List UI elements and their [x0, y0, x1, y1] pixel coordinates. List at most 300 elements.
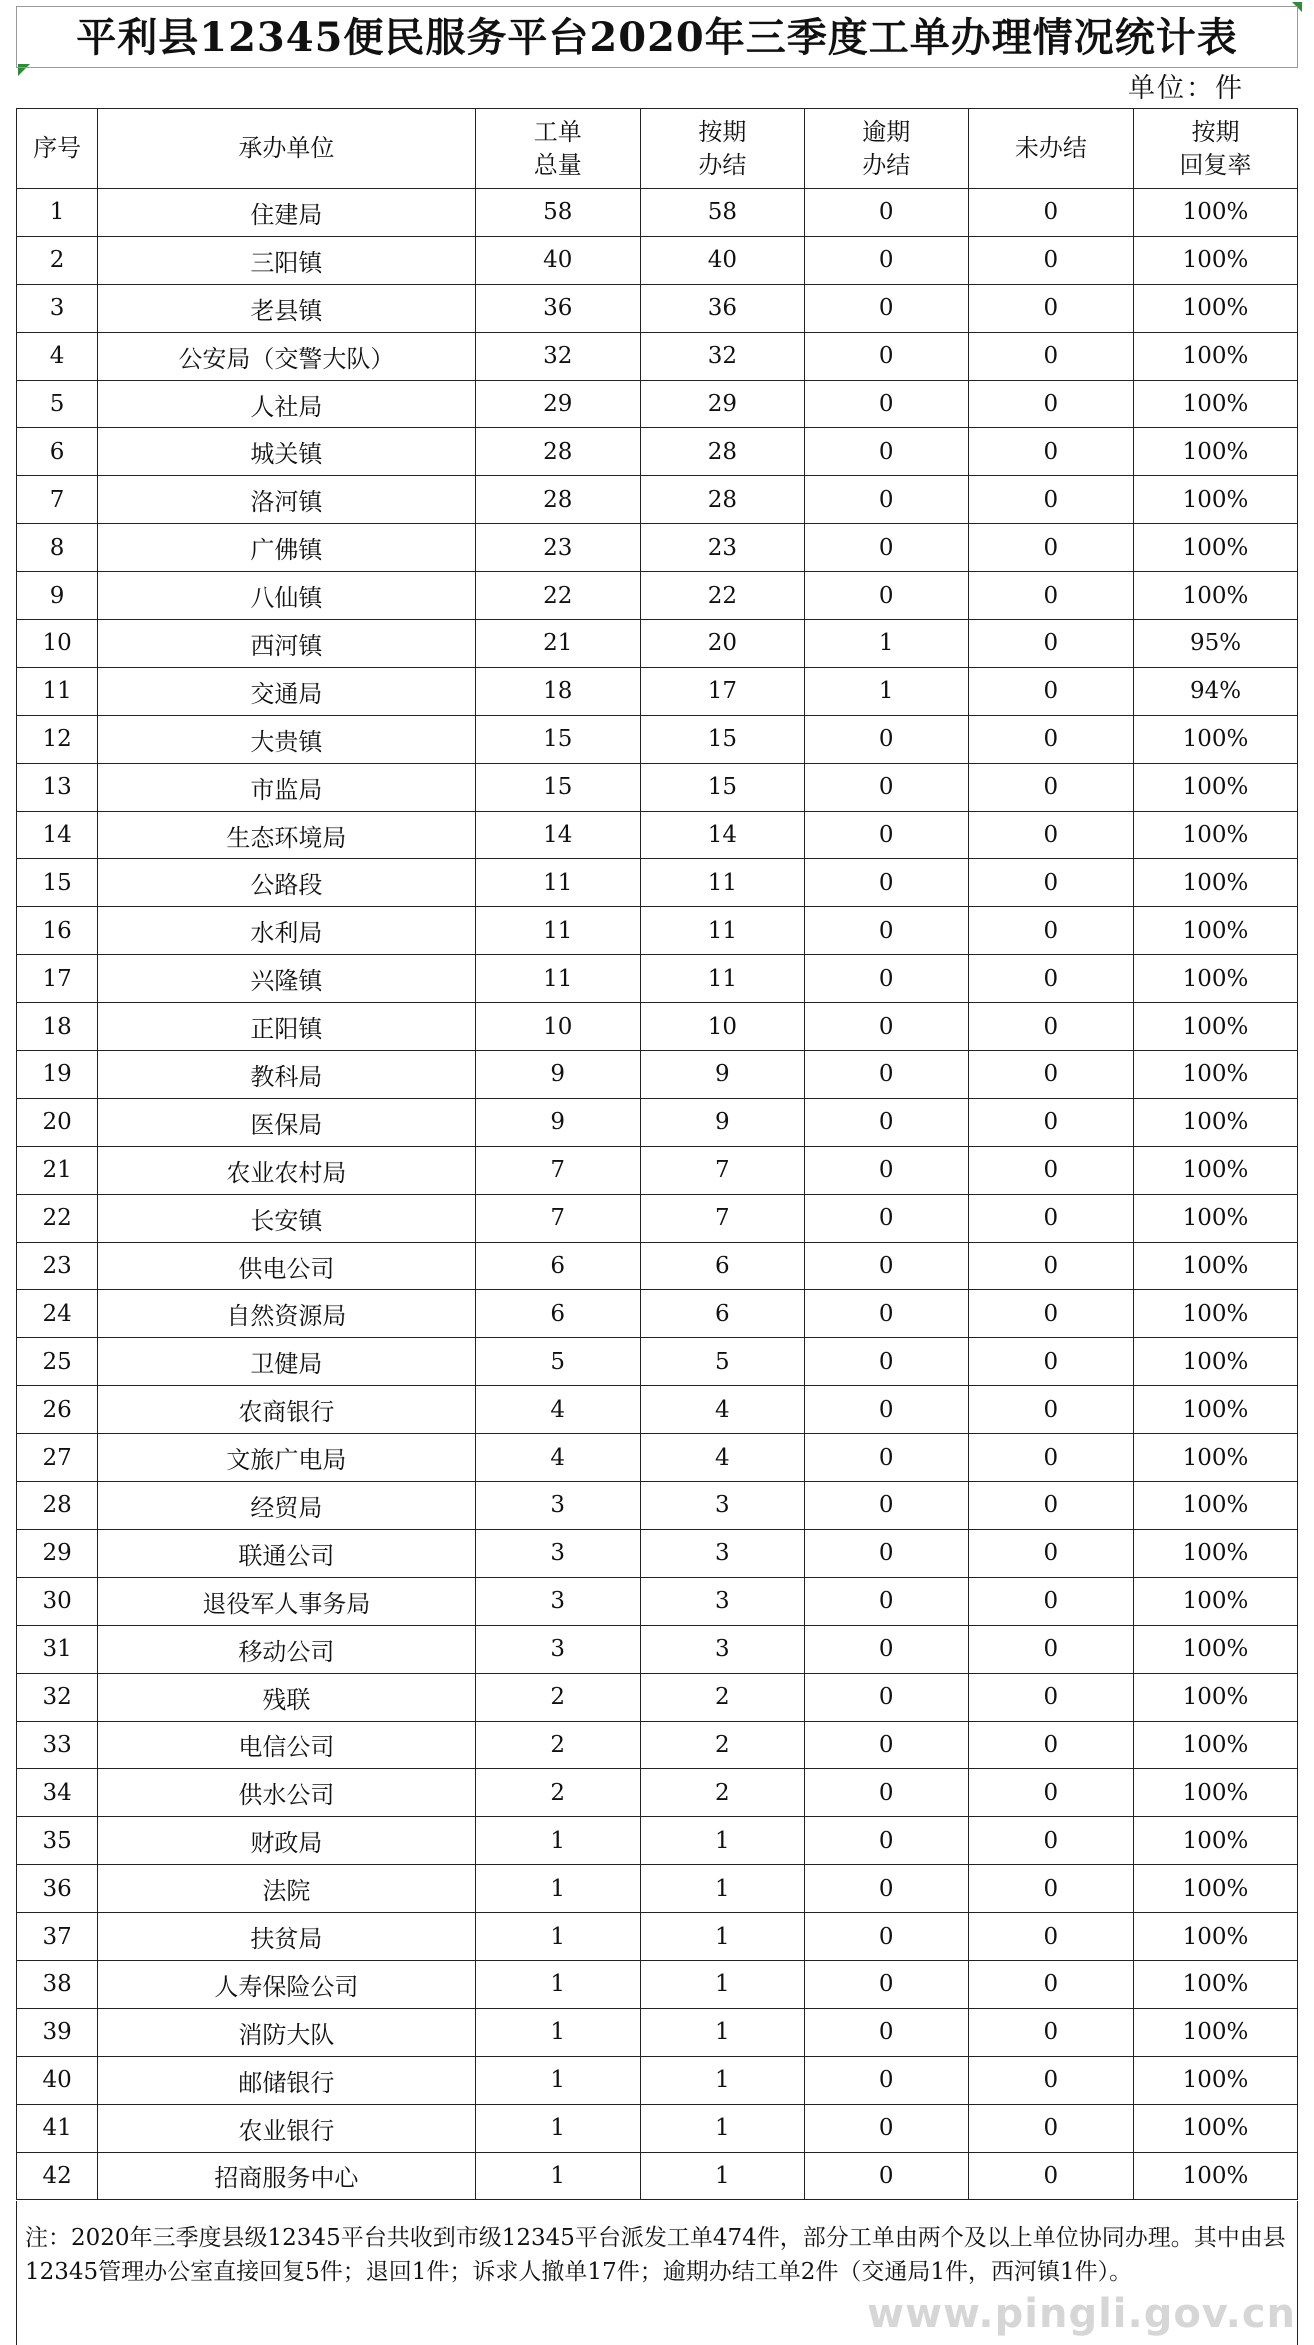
cell-pending: 0	[968, 1913, 1133, 1961]
cell-seq: 22	[17, 1194, 98, 1242]
cell-overdue: 0	[804, 955, 968, 1003]
cell-rate: 100%	[1134, 1577, 1298, 1625]
cell-unit: 城关镇	[98, 428, 475, 476]
cell-seq: 27	[17, 1434, 98, 1482]
cell-ontime: 9	[640, 1051, 804, 1099]
cell-unit: 长安镇	[98, 1194, 475, 1242]
cell-total: 9	[475, 1098, 640, 1146]
cell-total: 23	[475, 524, 640, 572]
table-row	[17, 667, 1298, 715]
cell-seq: 25	[17, 1338, 98, 1386]
cell-seq: 4	[17, 332, 98, 380]
cell-seq: 15	[17, 859, 98, 907]
cell-unit: 卫健局	[98, 1338, 475, 1386]
cell-ontime: 7	[640, 1194, 804, 1242]
cell-rate: 100%	[1134, 2008, 1298, 2056]
cell-ontime: 1	[640, 1960, 804, 2008]
cell-ontime: 36	[640, 284, 804, 332]
cell-pending: 0	[968, 572, 1133, 620]
cell-rate: 100%	[1134, 1482, 1298, 1530]
cell-pending: 0	[968, 428, 1133, 476]
cell-seq: 32	[17, 1673, 98, 1721]
cell-unit: 正阳镇	[98, 1003, 475, 1051]
cell-seq: 17	[17, 955, 98, 1003]
cell-ontime: 4	[640, 1434, 804, 1482]
cell-total: 1	[475, 1960, 640, 2008]
cell-ontime: 32	[640, 332, 804, 380]
cell-ontime: 4	[640, 1386, 804, 1434]
cell-seq: 10	[17, 620, 98, 668]
cell-ontime: 9	[640, 1098, 804, 1146]
cell-ontime: 2	[640, 1721, 804, 1769]
cell-total: 1	[475, 2104, 640, 2152]
unit-label: 单位：件	[1128, 73, 1244, 104]
cell-overdue: 0	[804, 189, 968, 237]
table-row	[17, 1673, 1298, 1721]
header-rate: 按期 回复率	[1134, 109, 1298, 189]
cell-seq: 21	[17, 1146, 98, 1194]
footnote: 注：2020年三季度县级12345平台共收到市级12345平台派发工单474件，部分工单由两个及以上单位协同办理。其中由县12345管理办公室直接回复5件；退回1件；诉求人撤单17件；逾期办结工单2件（交通局1件，西河镇1件）。	[16, 2201, 1298, 2345]
table-row	[17, 1338, 1298, 1386]
cell-overdue: 0	[804, 2104, 968, 2152]
cell-overdue: 0	[804, 1482, 968, 1530]
table-row	[17, 955, 1298, 1003]
table-row	[17, 715, 1298, 763]
cell-seq: 35	[17, 1817, 98, 1865]
cell-overdue: 0	[804, 1960, 968, 2008]
cell-rate: 95%	[1134, 620, 1298, 668]
cell-rate: 100%	[1134, 236, 1298, 284]
cell-unit: 农业农村局	[98, 1146, 475, 1194]
cell-seq: 3	[17, 284, 98, 332]
cell-total: 11	[475, 859, 640, 907]
cell-unit: 广佛镇	[98, 524, 475, 572]
cell-unit: 退役军人事务局	[98, 1577, 475, 1625]
cell-total: 10	[475, 1003, 640, 1051]
cell-ontime: 15	[640, 763, 804, 811]
cell-pending: 0	[968, 667, 1133, 715]
cell-rate: 100%	[1134, 189, 1298, 237]
cell-rate: 100%	[1134, 572, 1298, 620]
cell-pending: 0	[968, 332, 1133, 380]
cell-pending: 0	[968, 1865, 1133, 1913]
header-ontime: 按期 办结	[640, 109, 804, 189]
cell-ontime: 1	[640, 1865, 804, 1913]
cell-unit: 招商服务中心	[98, 2152, 475, 2200]
cell-pending: 0	[968, 2056, 1133, 2104]
cell-overdue: 0	[804, 572, 968, 620]
cell-ontime: 7	[640, 1146, 804, 1194]
cell-overdue: 0	[804, 1625, 968, 1673]
cell-rate: 100%	[1134, 2056, 1298, 2104]
cell-unit: 残联	[98, 1673, 475, 1721]
cell-overdue: 0	[804, 380, 968, 428]
cell-pending: 0	[968, 2008, 1133, 2056]
cell-ontime: 6	[640, 1290, 804, 1338]
cell-ontime: 20	[640, 620, 804, 668]
cell-unit: 文旅广电局	[98, 1434, 475, 1482]
cell-overdue: 0	[804, 859, 968, 907]
table-row	[17, 428, 1298, 476]
cell-unit: 兴隆镇	[98, 955, 475, 1003]
cell-unit: 扶贫局	[98, 1913, 475, 1961]
cell-rate: 100%	[1134, 955, 1298, 1003]
cell-pending: 0	[968, 1529, 1133, 1577]
cell-rate: 100%	[1134, 1242, 1298, 1290]
header-pending: 未办结	[968, 109, 1133, 189]
cell-pending: 0	[968, 811, 1133, 859]
cell-unit: 大贵镇	[98, 715, 475, 763]
table-row	[17, 1434, 1298, 1482]
cell-rate: 100%	[1134, 1865, 1298, 1913]
cell-pending: 0	[968, 284, 1133, 332]
table-header-row	[17, 109, 1298, 189]
table-row	[17, 189, 1298, 237]
cell-unit: 法院	[98, 1865, 475, 1913]
cell-pending: 0	[968, 620, 1133, 668]
table-row	[17, 572, 1298, 620]
cell-seq: 42	[17, 2152, 98, 2200]
cell-total: 2	[475, 1769, 640, 1817]
cell-pending: 0	[968, 1577, 1133, 1625]
cell-seq: 6	[17, 428, 98, 476]
cell-seq: 36	[17, 1865, 98, 1913]
cell-unit: 住建局	[98, 189, 475, 237]
cell-pending: 0	[968, 763, 1133, 811]
cell-ontime: 1	[640, 2056, 804, 2104]
cell-total: 3	[475, 1577, 640, 1625]
cell-unit: 财政局	[98, 1817, 475, 1865]
table-row	[17, 236, 1298, 284]
cell-ontime: 11	[640, 955, 804, 1003]
cell-overdue: 0	[804, 1194, 968, 1242]
cell-rate: 100%	[1134, 1913, 1298, 1961]
cell-ontime: 1	[640, 2152, 804, 2200]
cell-rate: 100%	[1134, 811, 1298, 859]
cell-rate: 100%	[1134, 1098, 1298, 1146]
cell-ontime: 22	[640, 572, 804, 620]
cell-ontime: 1	[640, 1913, 804, 1961]
cell-seq: 20	[17, 1098, 98, 1146]
cell-ontime: 3	[640, 1625, 804, 1673]
table-row	[17, 476, 1298, 524]
table-row	[17, 2008, 1298, 2056]
cell-seq: 14	[17, 811, 98, 859]
cell-total: 1	[475, 2152, 640, 2200]
cell-total: 15	[475, 763, 640, 811]
cell-unit: 邮储银行	[98, 2056, 475, 2104]
table-row	[17, 524, 1298, 572]
cell-overdue: 0	[804, 1051, 968, 1099]
cell-overdue: 0	[804, 1290, 968, 1338]
cell-unit: 电信公司	[98, 1721, 475, 1769]
table-body	[17, 189, 1298, 2200]
cell-ontime: 29	[640, 380, 804, 428]
cell-unit: 水利局	[98, 907, 475, 955]
cell-rate: 100%	[1134, 1051, 1298, 1099]
cell-total: 21	[475, 620, 640, 668]
cell-unit: 农商银行	[98, 1386, 475, 1434]
table-row	[17, 332, 1298, 380]
cell-seq: 30	[17, 1577, 98, 1625]
cell-ontime: 1	[640, 2008, 804, 2056]
table-row	[17, 1098, 1298, 1146]
cell-total: 58	[475, 189, 640, 237]
cell-seq: 5	[17, 380, 98, 428]
cell-pending: 0	[968, 189, 1133, 237]
cell-seq: 9	[17, 572, 98, 620]
cell-pending: 0	[968, 1769, 1133, 1817]
cell-ontime: 3	[640, 1482, 804, 1530]
cell-pending: 0	[968, 2104, 1133, 2152]
cell-overdue: 0	[804, 1865, 968, 1913]
cell-unit: 消防大队	[98, 2008, 475, 2056]
header-unit: 承办单位	[98, 109, 475, 189]
cell-ontime: 40	[640, 236, 804, 284]
cell-unit: 医保局	[98, 1098, 475, 1146]
cell-total: 1	[475, 1817, 640, 1865]
table-row	[17, 380, 1298, 428]
cell-seq: 28	[17, 1482, 98, 1530]
cell-rate: 100%	[1134, 1625, 1298, 1673]
cell-total: 2	[475, 1673, 640, 1721]
cell-total: 11	[475, 907, 640, 955]
cell-ontime: 3	[640, 1577, 804, 1625]
cell-seq: 34	[17, 1769, 98, 1817]
cell-unit: 老县镇	[98, 284, 475, 332]
cell-total: 4	[475, 1386, 640, 1434]
cell-total: 4	[475, 1434, 640, 1482]
cell-overdue: 0	[804, 1386, 968, 1434]
cell-unit: 农业银行	[98, 2104, 475, 2152]
cell-unit: 供水公司	[98, 1769, 475, 1817]
table-row	[17, 1865, 1298, 1913]
cell-pending: 0	[968, 2152, 1133, 2200]
cell-ontime: 11	[640, 859, 804, 907]
cell-total: 22	[475, 572, 640, 620]
table-row	[17, 2104, 1298, 2152]
cell-overdue: 0	[804, 1098, 968, 1146]
cell-overdue: 0	[804, 284, 968, 332]
table-row	[17, 1290, 1298, 1338]
cell-rate: 100%	[1134, 1194, 1298, 1242]
cell-rate: 100%	[1134, 1386, 1298, 1434]
cell-seq: 41	[17, 2104, 98, 2152]
table-row	[17, 2056, 1298, 2104]
cell-total: 5	[475, 1338, 640, 1386]
cell-ontime: 6	[640, 1242, 804, 1290]
cell-rate: 100%	[1134, 715, 1298, 763]
table-row	[17, 1003, 1298, 1051]
site-watermark: www.pingli.gov.cn	[867, 2291, 1296, 2337]
cell-seq: 37	[17, 1913, 98, 1961]
table-row	[17, 1242, 1298, 1290]
cell-rate: 100%	[1134, 2104, 1298, 2152]
cell-overdue: 0	[804, 2008, 968, 2056]
cell-pending: 0	[968, 1003, 1133, 1051]
cell-seq: 16	[17, 907, 98, 955]
cell-overdue: 0	[804, 1913, 968, 1961]
cell-overdue: 1	[804, 667, 968, 715]
cell-seq: 39	[17, 2008, 98, 2056]
cell-seq: 19	[17, 1051, 98, 1099]
cell-total: 29	[475, 380, 640, 428]
cell-overdue: 0	[804, 1003, 968, 1051]
cell-overdue: 0	[804, 907, 968, 955]
table-row	[17, 1625, 1298, 1673]
header-seq: 序号	[17, 109, 98, 189]
table-row	[17, 763, 1298, 811]
cell-total: 2	[475, 1721, 640, 1769]
cell-overdue: 0	[804, 1721, 968, 1769]
cell-rate: 100%	[1134, 1769, 1298, 1817]
cell-rate: 100%	[1134, 332, 1298, 380]
cell-rate: 100%	[1134, 428, 1298, 476]
cell-rate: 100%	[1134, 476, 1298, 524]
cell-pending: 0	[968, 1721, 1133, 1769]
cell-seq: 40	[17, 2056, 98, 2104]
cell-seq: 31	[17, 1625, 98, 1673]
cell-pending: 0	[968, 524, 1133, 572]
page-title: 平利县12345便民服务平台2020年三季度工单办理情况统计表	[16, 6, 1298, 68]
cell-unit: 市监局	[98, 763, 475, 811]
cell-seq: 11	[17, 667, 98, 715]
cell-total: 40	[475, 236, 640, 284]
cell-seq: 13	[17, 763, 98, 811]
cell-unit: 公安局（交警大队）	[98, 332, 475, 380]
cell-pending: 0	[968, 1625, 1133, 1673]
cell-overdue: 0	[804, 332, 968, 380]
cell-ontime: 2	[640, 1673, 804, 1721]
table-row	[17, 1146, 1298, 1194]
cell-ontime: 15	[640, 715, 804, 763]
cell-unit: 公路段	[98, 859, 475, 907]
table-row	[17, 1769, 1298, 1817]
cell-total: 1	[475, 2008, 640, 2056]
cell-rate: 100%	[1134, 284, 1298, 332]
table-row	[17, 1721, 1298, 1769]
cell-rate: 100%	[1134, 1960, 1298, 2008]
cell-seq: 2	[17, 236, 98, 284]
cell-rate: 100%	[1134, 1434, 1298, 1482]
cell-rate: 100%	[1134, 1338, 1298, 1386]
cell-seq: 12	[17, 715, 98, 763]
cell-total: 1	[475, 1865, 640, 1913]
table-row	[17, 907, 1298, 955]
cell-unit: 自然资源局	[98, 1290, 475, 1338]
cell-total: 28	[475, 428, 640, 476]
table-row	[17, 1577, 1298, 1625]
cell-unit: 供电公司	[98, 1242, 475, 1290]
table-row	[17, 2152, 1298, 2200]
cell-total: 6	[475, 1242, 640, 1290]
cell-total: 18	[475, 667, 640, 715]
cell-rate: 100%	[1134, 380, 1298, 428]
cell-rate: 100%	[1134, 524, 1298, 572]
cell-seq: 23	[17, 1242, 98, 1290]
cell-ontime: 1	[640, 2104, 804, 2152]
cell-ontime: 10	[640, 1003, 804, 1051]
cell-rate: 100%	[1134, 1721, 1298, 1769]
table-row	[17, 1960, 1298, 2008]
cell-seq: 18	[17, 1003, 98, 1051]
cell-total: 28	[475, 476, 640, 524]
cell-unit: 人寿保险公司	[98, 1960, 475, 2008]
cell-rate: 94%	[1134, 667, 1298, 715]
cell-pending: 0	[968, 907, 1133, 955]
cell-unit: 八仙镇	[98, 572, 475, 620]
cell-pending: 0	[968, 476, 1133, 524]
cell-total: 3	[475, 1529, 640, 1577]
cell-pending: 0	[968, 1817, 1133, 1865]
cell-ontime: 3	[640, 1529, 804, 1577]
cell-unit: 西河镇	[98, 620, 475, 668]
cell-ontime: 28	[640, 476, 804, 524]
cell-unit: 三阳镇	[98, 236, 475, 284]
cell-total: 3	[475, 1482, 640, 1530]
cell-total: 15	[475, 715, 640, 763]
cell-overdue: 0	[804, 811, 968, 859]
cell-overdue: 0	[804, 1673, 968, 1721]
table-row	[17, 1529, 1298, 1577]
cell-unit: 教科局	[98, 1051, 475, 1099]
header-total: 工单 总量	[475, 109, 640, 189]
cell-ontime: 23	[640, 524, 804, 572]
cell-rate: 100%	[1134, 1290, 1298, 1338]
cell-total: 11	[475, 955, 640, 1003]
cell-seq: 24	[17, 1290, 98, 1338]
table-row	[17, 1194, 1298, 1242]
cell-overdue: 0	[804, 1529, 968, 1577]
cell-rate: 100%	[1134, 1817, 1298, 1865]
cell-pending: 0	[968, 1482, 1133, 1530]
cell-overdue: 0	[804, 476, 968, 524]
cell-ontime: 11	[640, 907, 804, 955]
cell-unit: 洛河镇	[98, 476, 475, 524]
cell-overdue: 0	[804, 2056, 968, 2104]
cell-overdue: 0	[804, 428, 968, 476]
cell-unit: 交通局	[98, 667, 475, 715]
cell-ontime: 5	[640, 1338, 804, 1386]
cell-overdue: 0	[804, 1577, 968, 1625]
cell-seq: 8	[17, 524, 98, 572]
cell-pending: 0	[968, 1051, 1133, 1099]
cell-overdue: 0	[804, 2152, 968, 2200]
cell-overdue: 0	[804, 1769, 968, 1817]
cell-unit: 生态环境局	[98, 811, 475, 859]
cell-rate: 100%	[1134, 907, 1298, 955]
cell-pending: 0	[968, 859, 1133, 907]
cell-pending: 0	[968, 1146, 1133, 1194]
cell-rate: 100%	[1134, 1003, 1298, 1051]
cell-pending: 0	[968, 380, 1133, 428]
cell-overdue: 0	[804, 1434, 968, 1482]
cell-ontime: 1	[640, 1817, 804, 1865]
cell-rate: 100%	[1134, 1673, 1298, 1721]
cell-rate: 100%	[1134, 1146, 1298, 1194]
table-row	[17, 284, 1298, 332]
cell-ontime: 17	[640, 667, 804, 715]
header-overdue: 逾期 办结	[804, 109, 968, 189]
cell-pending: 0	[968, 1290, 1133, 1338]
cell-total: 36	[475, 284, 640, 332]
cell-total: 3	[475, 1625, 640, 1673]
cell-pending: 0	[968, 1338, 1133, 1386]
cell-ontime: 58	[640, 189, 804, 237]
cell-seq: 7	[17, 476, 98, 524]
cell-overdue: 0	[804, 524, 968, 572]
cell-rate: 100%	[1134, 859, 1298, 907]
